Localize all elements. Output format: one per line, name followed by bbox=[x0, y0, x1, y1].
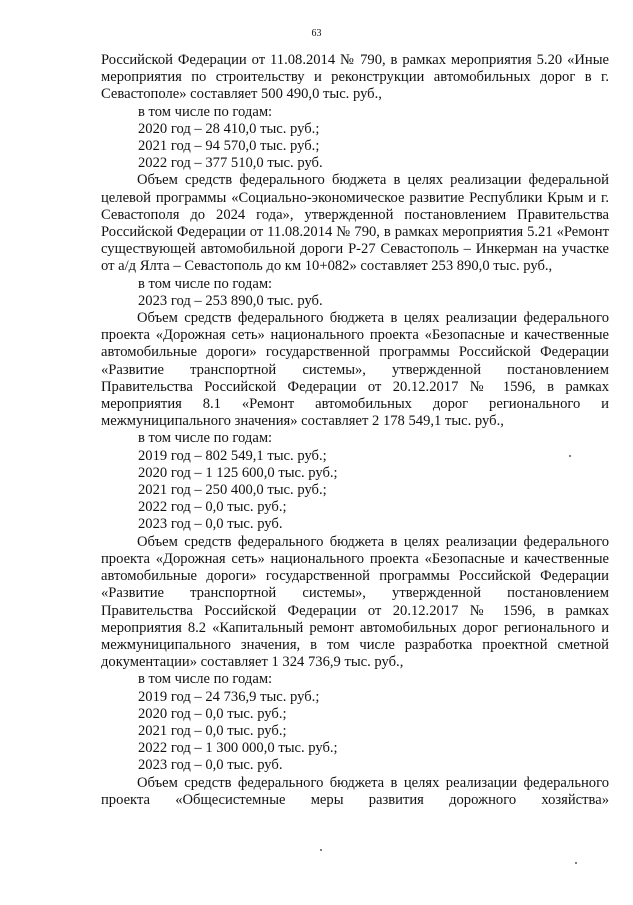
year-amount-line: 2021 год – 0,0 тыс. руб.; bbox=[138, 722, 287, 739]
page-number: 63 bbox=[311, 28, 322, 39]
years-header: в том числе по годам: bbox=[138, 671, 273, 688]
year-amount-line: 2023 год – 0,0 тыс. руб. bbox=[138, 516, 283, 533]
scan-speck bbox=[575, 862, 577, 864]
years-header: в том числе по годам: bbox=[138, 430, 273, 447]
year-amount-line: 2023 год – 253 890,0 тыс. руб. bbox=[138, 292, 323, 309]
year-amount-line: 2022 год – 0,0 тыс. руб.; bbox=[138, 499, 287, 516]
year-amount-line: 2022 год – 377 510,0 тыс. руб. bbox=[138, 155, 323, 172]
paragraph: Объем средств федерального бюджета в целях реализации федерального проекта «Дорожная сеть» национального проекта «Безопасные и качественные автомобильные дороги» государственной программы Российской Федерации «Развитие транспортной системы», утвержденной постановлением Правительства Российской Федерации от 20.12.2017 № 1596, в рамках мероприятия 8.2 «Капитальный ремонт автомобильных дорог регионального и межмуниципального значения, в том числе разработка проектной сметной документации» составляет 1 324 736,9 тыс. руб., bbox=[101, 533, 609, 671]
year-amount-line: 2020 год – 0,0 тыс. руб.; bbox=[138, 705, 287, 722]
paragraph: Объем средств федерального бюджета в целях реализации федерального проекта «Общесистемные меры развития дорожного хозяйства» bbox=[101, 774, 609, 808]
document-body bbox=[101, 52, 609, 809]
year-amount-line: 2023 год – 0,0 тыс. руб. bbox=[138, 757, 283, 774]
year-amount-line: 2019 год – 802 549,1 тыс. руб.; bbox=[138, 447, 327, 464]
scan-speck bbox=[569, 455, 571, 457]
paragraph: Объем средств федерального бюджета в целях реализации федерального проекта «Дорожная сеть» национального проекта «Безопасные и качественные автомобильные дороги» государственной программы Российской Федерации «Развитие транспортной системы», утвержденной постановлением Правительства Российской Федерации от 20.12.2017 № 1596, в рамках мероприятия 8.1 «Ремонт автомобильных дорог регионального и межмуниципального значения» составляет 2 178 549,1 тыс. руб., bbox=[101, 310, 609, 430]
scan-speck bbox=[320, 849, 322, 851]
paragraph: Российской Федерации от 11.08.2014 № 790, в рамках мероприятия 5.20 «Иные мероприятия по строительству и реконструкции автомобильных дорог в г. Севастополе» составляет 500 490,0 тыс. руб., bbox=[101, 52, 609, 103]
paragraph: Объем средств федерального бюджета в целях реализации федеральной целевой программы «Социально-экономическое развитие Республики Крым и г. Севастополя до 2024 года», утвержденной постановлением Правительства Российской Федерации от 11.08.2014 № 790, в рамках мероприятия 5.21 «Ремонт существующей автомобильной дороги Р-27 Севастополь – Инкерман на участке от а/д Ялта – Севастополь до км 10+082» составляет 253 890,0 тыс. руб., bbox=[101, 172, 609, 275]
years-header: в том числе по годам: bbox=[138, 275, 273, 292]
years-header: в том числе по годам: bbox=[138, 103, 273, 120]
year-amount-line: 2019 год – 24 736,9 тыс. руб.; bbox=[138, 688, 320, 705]
year-amount-line: 2020 год – 1 125 600,0 тыс. руб.; bbox=[138, 464, 338, 481]
year-amount-line: 2022 год – 1 300 000,0 тыс. руб.; bbox=[138, 740, 338, 757]
year-amount-line: 2021 год – 250 400,0 тыс. руб.; bbox=[138, 482, 327, 499]
year-amount-line: 2020 год – 28 410,0 тыс. руб.; bbox=[138, 120, 320, 137]
year-amount-line: 2021 год – 94 570,0 тыс. руб.; bbox=[138, 138, 320, 155]
